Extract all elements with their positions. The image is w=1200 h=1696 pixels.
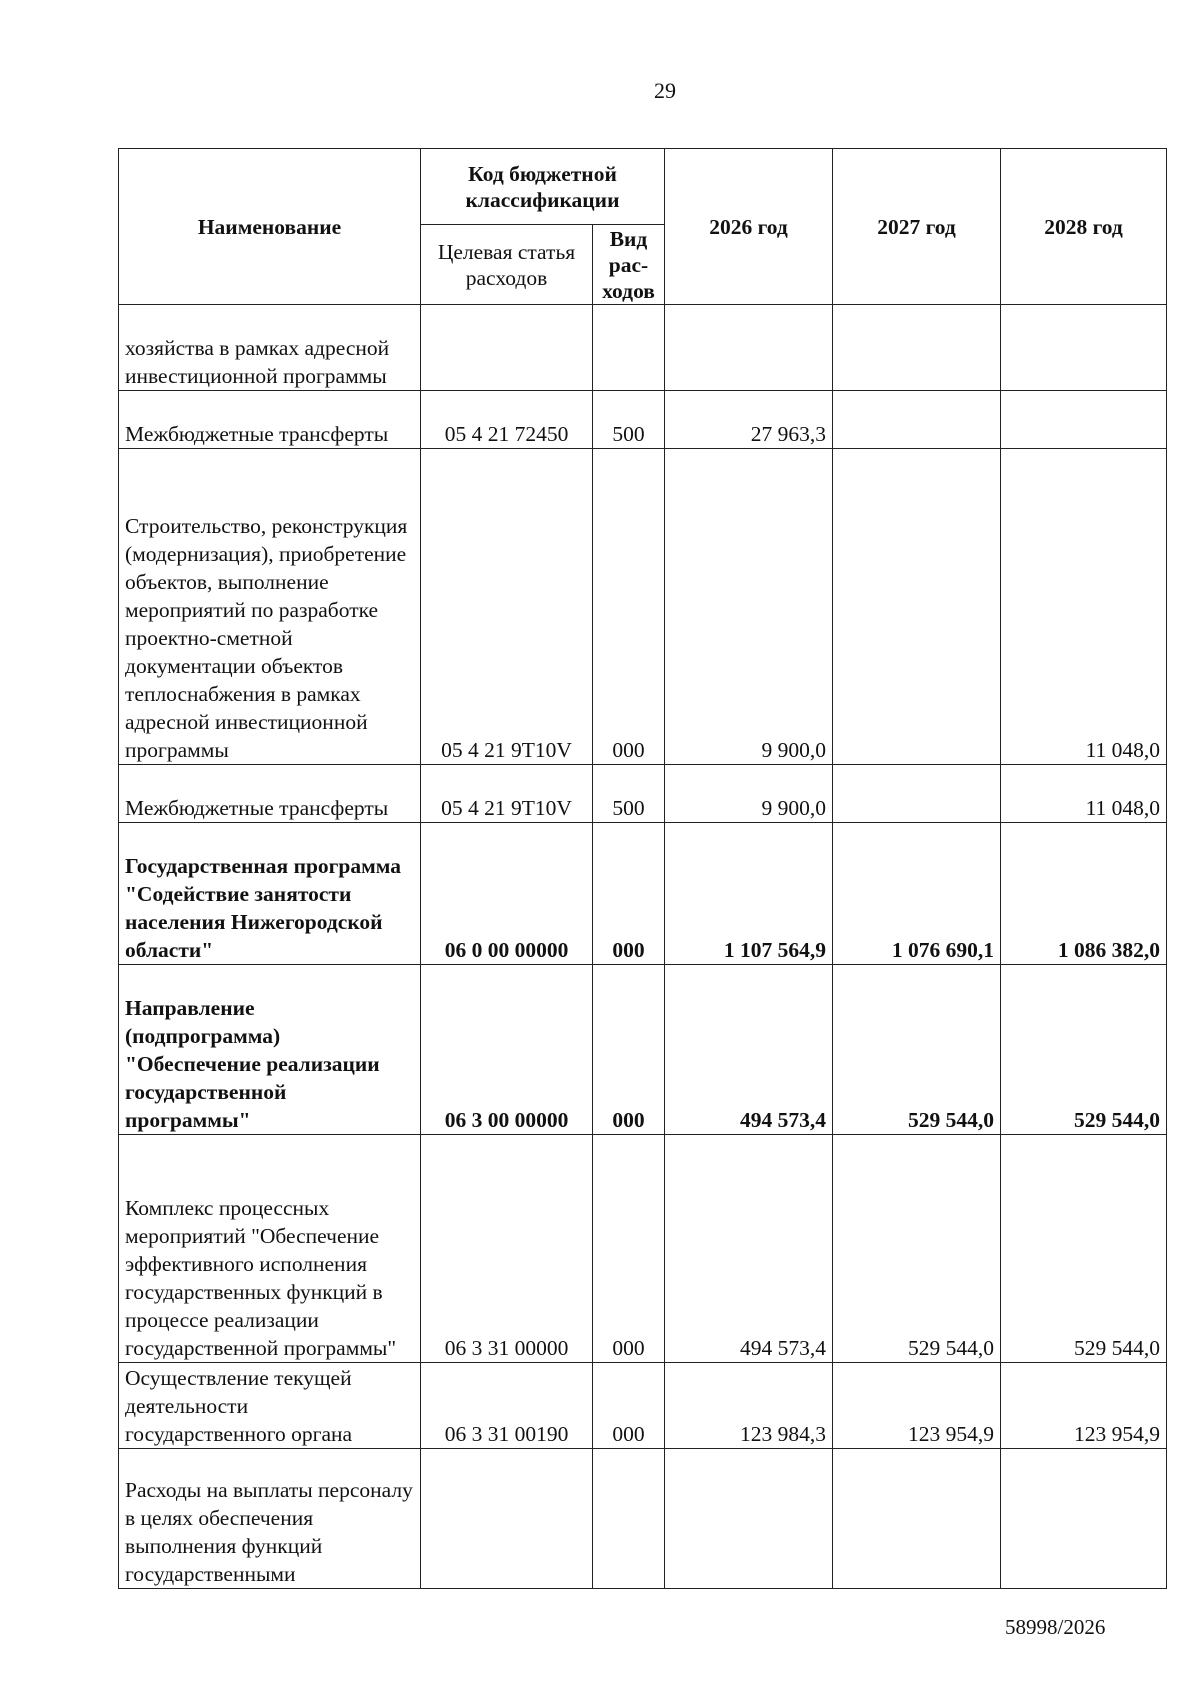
row-expense-kind: 000 [593,1363,665,1449]
row-target-code: 05 4 21 9Т10V [421,449,593,765]
row-value-2028: 11 048,0 [1001,765,1167,823]
row-value-2026 [665,1449,833,1589]
header-name: Наименование [119,149,421,305]
header-2026: 2026 год [665,149,833,305]
row-value-2028: 1 086 382,0 [1001,823,1167,965]
table-body [119,305,1167,1589]
header-row-1 [119,149,1167,225]
header-target-article: Целевая статья расходов [421,225,593,305]
row-target-code: 05 4 21 72450 [421,391,593,449]
row-value-2026: 27 963,3 [665,391,833,449]
header-2028: 2028 год [1001,149,1167,305]
table-row [119,391,1167,449]
row-value-2027: 123 954,9 [833,1363,1001,1449]
row-target-code: 06 3 00 00000 [421,965,593,1135]
row-expense-kind [593,305,665,391]
row-value-2027 [833,305,1001,391]
row-value-2027: 1 076 690,1 [833,823,1001,965]
row-expense-kind: 000 [593,1135,665,1363]
row-name: Строительство, реконструкция (модернизация), приобретение объектов, выполнение мероприятий по разработке проектно-сметной документации объектов теплоснабжения в рамках адресной инвестиционной программы [119,449,421,765]
row-value-2026: 494 573,4 [665,965,833,1135]
row-name: Межбюджетные трансферты [119,391,421,449]
document-id: 58998/2026 [1005,1615,1106,1639]
row-expense-kind: 000 [593,965,665,1135]
row-target-code: 06 0 00 00000 [421,823,593,965]
row-target-code: 06 3 31 00000 [421,1135,593,1363]
row-value-2026: 1 107 564,9 [665,823,833,965]
header-expense-kind: Вид рас- ходов [593,225,665,305]
header-2027: 2027 год [833,149,1001,305]
budget-table [118,148,1167,1589]
row-value-2028 [1001,305,1167,391]
row-target-code: 06 3 31 00190 [421,1363,593,1449]
row-target-code [421,1449,593,1589]
row-name: Комплекс процессных мероприятий "Обеспечение эффективного исполнения государственных функций в процессе реализации государственной программы" [119,1135,421,1363]
row-value-2028: 11 048,0 [1001,449,1167,765]
table-row [119,765,1167,823]
row-expense-kind: 000 [593,449,665,765]
table-row [119,1363,1167,1449]
row-value-2028 [1001,1449,1167,1589]
row-value-2027 [833,1449,1001,1589]
row-expense-kind: 500 [593,391,665,449]
row-expense-kind [593,1449,665,1589]
row-value-2027 [833,765,1001,823]
table-row [119,965,1167,1135]
row-target-code: 05 4 21 9Т10V [421,765,593,823]
row-value-2027: 529 544,0 [833,965,1001,1135]
row-name: Расходы на выплаты персоналу в целях обеспечения выполнения функций государственными [119,1449,421,1589]
table-row [119,1449,1167,1589]
table-row [119,823,1167,965]
row-value-2026: 494 573,4 [665,1135,833,1363]
row-expense-kind: 500 [593,765,665,823]
row-value-2026: 9 900,0 [665,765,833,823]
row-name: Государственная программа "Содействие занятости населения Нижегородской области" [119,823,421,965]
table-row [119,305,1167,391]
row-name: хозяйства в рамках адресной инвестиционной программы [119,305,421,391]
row-value-2026: 123 984,3 [665,1363,833,1449]
row-name: Направление (подпрограмма) "Обеспечение реализации государственной программы" [119,965,421,1135]
row-value-2028 [1001,391,1167,449]
header-code-group: Код бюджетной классификации [421,149,665,225]
row-expense-kind: 000 [593,823,665,965]
row-value-2027 [833,391,1001,449]
row-value-2028: 529 544,0 [1001,965,1167,1135]
row-value-2027 [833,449,1001,765]
row-value-2028: 123 954,9 [1001,1363,1167,1449]
row-name: Осуществление текущей деятельности государственного органа [119,1363,421,1449]
row-value-2026: 9 900,0 [665,449,833,765]
table-row [119,449,1167,765]
row-target-code [421,305,593,391]
page-number: 29 [654,78,676,103]
table-row [119,1135,1167,1363]
row-value-2026 [665,305,833,391]
row-name: Межбюджетные трансферты [119,765,421,823]
row-value-2028: 529 544,0 [1001,1135,1167,1363]
row-value-2027: 529 544,0 [833,1135,1001,1363]
